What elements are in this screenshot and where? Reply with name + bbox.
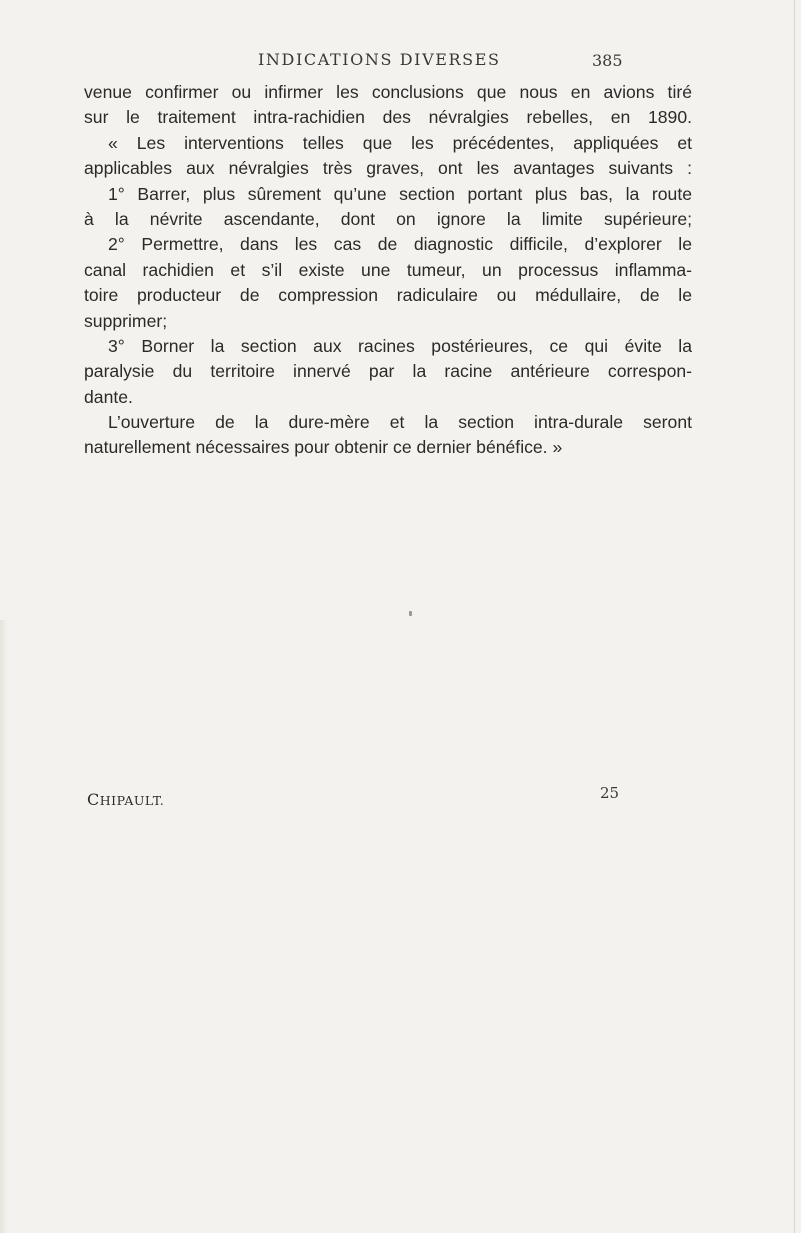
ink-speck <box>409 611 412 616</box>
text-line: applicables aux névralgies très graves, ont les avantages suivants : <box>84 158 692 179</box>
text-line: naturellement nécessaires pour obtenir ce dernier bénéfice. » <box>84 437 563 458</box>
text-line: canal rachidien et s’il existe une tumeur, un processus inflamma- <box>84 259 692 280</box>
signature-initial: C <box>87 790 100 809</box>
text-line: toire producteur de compression radiculaire ou médullaire, de le <box>84 285 692 306</box>
running-head <box>0 50 801 74</box>
text-line: sur le traitement intra-rachidien des névralgies rebelles, en 1890. <box>84 107 692 128</box>
text-line: 1° Barrer, plus sûrement qu’une section portant plus bas, la route <box>108 183 692 204</box>
page-number: 385 <box>592 51 623 70</box>
signature-rest: HIPAULT. <box>99 793 165 808</box>
text-line: dante. <box>84 386 133 407</box>
page-edge <box>794 0 795 1233</box>
text-line: « Les interventions telles que les précédentes, appliquées et <box>108 132 692 153</box>
page-shadow <box>0 620 8 1233</box>
running-title: INDICATIONS DIVERSES <box>258 50 501 69</box>
sheet-number: 25 <box>600 784 620 802</box>
signature-mark <box>87 790 164 809</box>
text-line: paralysie du territoire innervé par la racine antérieure correspon- <box>84 361 692 382</box>
text-line: supprimer; <box>84 310 168 331</box>
text-line: 3° Borner la section aux racines postérieures, ce qui évite la <box>108 335 692 356</box>
text-line: L’ouverture de la dure-mère et la section intra-durale seront <box>108 412 692 433</box>
body-text <box>84 80 692 461</box>
page-footer <box>0 784 801 814</box>
text-line: venue confirmer ou infirmer les conclusions que nous en avions tiré <box>84 82 692 102</box>
text-line: 2° Permettre, dans les cas de diagnostic difficile, d’explorer le <box>108 234 692 255</box>
text-line: à la névrite ascendante, dont on ignore la limite supérieure; <box>84 208 692 229</box>
